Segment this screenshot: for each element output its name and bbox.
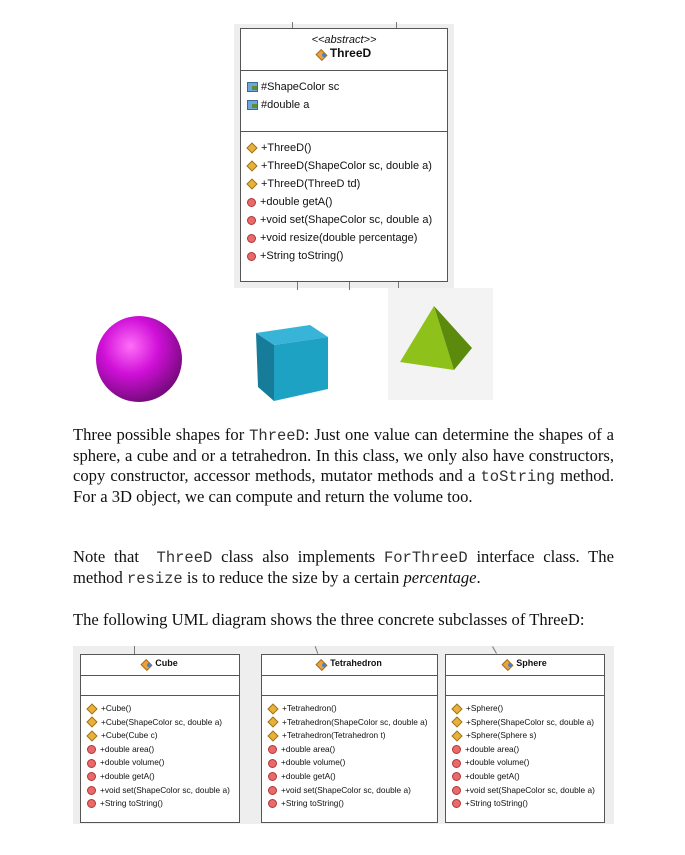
member-text: +double area(): [281, 743, 336, 754]
method-row: [245, 193, 447, 211]
method-icon: [452, 799, 461, 808]
text-run: interface class. The method: [73, 547, 619, 587]
class-name: [81, 658, 239, 668]
text-run: Note that: [73, 547, 157, 566]
constructor-row: [245, 139, 447, 157]
field-icon: [247, 82, 258, 92]
class-header: [446, 655, 604, 676]
member-text: +Tetrahedron(ShapeColor sc, double a): [282, 716, 428, 727]
method-icon: [247, 252, 256, 261]
class-name: [241, 46, 447, 60]
method-row: [450, 743, 604, 757]
class-name-text: Cube: [155, 658, 178, 668]
method-row: [245, 229, 447, 247]
member-text: +void set(ShapeColor sc, double a): [260, 214, 433, 226]
constructor-row: [266, 702, 437, 716]
member-text: +double getA(): [465, 770, 520, 781]
cube-class-box[interactable]: [80, 654, 240, 823]
text-run: : Just one value can determine the shapes of a sphere, a cube and or a tetrahedron. In this class, we only also have constructors, copy constructor, accessor methods, mutator methods and a: [73, 425, 614, 485]
method-row: [245, 211, 447, 229]
method-row: [450, 784, 604, 798]
member-text: +ThreeD(ThreeD td): [261, 178, 361, 190]
constructor-row: [85, 716, 239, 730]
attribute-text: #double a: [261, 99, 310, 111]
member-text: +String toString(): [260, 250, 344, 262]
member-text: +ThreeD(ShapeColor sc, double a): [261, 160, 432, 172]
class-icon: [142, 659, 152, 668]
constructor-icon: [246, 160, 257, 171]
code-run: toString: [480, 468, 555, 486]
connector-line: [134, 646, 135, 654]
method-icon: [87, 772, 96, 781]
code-run: ForThreeD: [383, 549, 468, 567]
member-text: +double volume(): [465, 757, 530, 768]
methods-compartment: [81, 696, 239, 811]
connector-line: [297, 282, 298, 290]
constructor-row: [245, 175, 447, 193]
method-icon: [268, 786, 277, 795]
constructor-icon: [267, 703, 278, 714]
abstract-stereotype: <<abstract>>: [311, 34, 377, 46]
methods-compartment: [241, 132, 447, 265]
member-text: +String toString(): [100, 798, 163, 809]
member-text: +double volume(): [100, 757, 165, 768]
text-run: Three possible shapes for: [73, 425, 250, 444]
method-row: [450, 797, 604, 811]
member-text: +Tetrahedron(): [282, 703, 337, 713]
method-row: [450, 770, 604, 784]
member-text: +void resize(double percentage): [260, 232, 418, 244]
method-icon: [87, 745, 96, 754]
sphere-class-box[interactable]: [445, 654, 605, 823]
methods-compartment: [262, 696, 437, 811]
method-row: [85, 797, 239, 811]
tetrahedron-image: [396, 300, 476, 380]
class-header: [81, 655, 239, 676]
attributes-compartment: [81, 676, 239, 696]
member-text: +double area(): [100, 743, 155, 754]
description-paragraph-1: [73, 425, 614, 507]
constructor-icon: [86, 730, 97, 741]
method-row: [266, 743, 437, 757]
member-text: +void set(ShapeColor sc, double a): [100, 784, 230, 795]
constructor-icon: [451, 730, 462, 741]
constructor-row: [266, 729, 437, 743]
method-icon: [268, 772, 277, 781]
code-run: resize: [126, 570, 183, 588]
constructor-row: [85, 702, 239, 716]
attribute-row: [245, 96, 447, 114]
emphasis-run: percentage: [403, 568, 477, 587]
member-text: +double getA(): [100, 770, 155, 781]
constructor-row: [450, 716, 604, 730]
class-icon: [317, 659, 327, 668]
method-icon: [268, 799, 277, 808]
text-run: .: [476, 568, 481, 587]
cube-image: [248, 315, 338, 405]
method-row: [266, 784, 437, 798]
member-text: +ThreeD(): [261, 142, 312, 154]
method-row: [266, 770, 437, 784]
member-text: +Sphere(ShapeColor sc, double a): [466, 716, 594, 727]
method-row: [85, 784, 239, 798]
method-row: [266, 756, 437, 770]
member-text: +String toString(): [281, 798, 344, 809]
method-row: [85, 770, 239, 784]
attributes-compartment: [446, 676, 604, 696]
method-row: [85, 743, 239, 757]
method-icon: [452, 759, 461, 768]
class-icon: [317, 49, 327, 58]
threed-class-box[interactable]: [240, 28, 448, 282]
method-icon: [87, 786, 96, 795]
constructor-icon: [451, 703, 462, 714]
attributes-compartment: [241, 71, 447, 132]
method-icon: [247, 216, 256, 225]
method-row: [450, 756, 604, 770]
method-row: [245, 247, 447, 265]
constructor-icon: [86, 703, 97, 714]
constructor-icon: [267, 717, 278, 728]
member-text: +Cube(): [101, 703, 132, 713]
connector-line: [349, 282, 350, 290]
constructor-icon: [451, 717, 462, 728]
constructor-icon: [246, 142, 257, 153]
member-text: +void set(ShapeColor sc, double a): [281, 784, 411, 795]
method-icon: [87, 759, 96, 768]
method-icon: [247, 198, 256, 207]
attribute-text: #ShapeColor sc: [261, 81, 340, 93]
method-icon: [268, 759, 277, 768]
constructor-row: [450, 702, 604, 716]
text-run: is to reduce the size by a certain: [182, 568, 404, 587]
description-paragraph-3: The following UML diagram shows the three concrete subclasses of ThreeD:: [73, 610, 585, 629]
class-name-text: Sphere: [516, 658, 547, 668]
method-row: [85, 756, 239, 770]
method-icon: [268, 745, 277, 754]
class-header: [241, 29, 447, 71]
member-text: +Tetrahedron(Tetrahedron t): [282, 730, 386, 741]
member-text: +String toString(): [465, 798, 528, 809]
class-icon: [503, 659, 513, 668]
member-text: +Cube(Cube c): [101, 730, 158, 741]
constructor-row: [85, 729, 239, 743]
method-icon: [247, 234, 256, 243]
code-run: ThreeD: [249, 427, 305, 445]
methods-compartment: [446, 696, 604, 811]
member-text: +Sphere(Sphere s): [466, 730, 537, 741]
method-row: [266, 797, 437, 811]
code-run: ThreeD: [156, 549, 213, 567]
text-run: class also implements: [212, 547, 384, 566]
attributes-compartment: [262, 676, 437, 696]
constructor-icon: [246, 178, 257, 189]
constructor-row: [266, 716, 437, 730]
constructor-row: [450, 729, 604, 743]
class-name: [262, 658, 437, 668]
constructor-row: [245, 157, 447, 175]
member-text: +Cube(ShapeColor sc, double a): [101, 716, 223, 727]
member-text: +Sphere(): [466, 703, 504, 713]
method-icon: [452, 772, 461, 781]
method-icon: [452, 745, 461, 754]
constructor-icon: [86, 717, 97, 728]
member-text: +double area(): [465, 743, 520, 754]
class-name: [446, 658, 604, 668]
attribute-row: [245, 78, 447, 96]
sphere-image: [92, 312, 186, 406]
field-icon: [247, 100, 258, 110]
method-icon: [452, 786, 461, 795]
class-name-text: Tetrahedron: [330, 658, 382, 668]
member-text: +double getA(): [260, 196, 333, 208]
description-paragraph-2: [73, 547, 619, 589]
member-text: +void set(ShapeColor sc, double a): [465, 784, 595, 795]
class-header: [262, 655, 437, 676]
class-name-text: ThreeD: [329, 46, 372, 60]
constructor-icon: [267, 730, 278, 741]
member-text: +double volume(): [281, 757, 346, 768]
tetrahedron-class-box[interactable]: [261, 654, 438, 823]
member-text: +double getA(): [281, 770, 336, 781]
text-run: method. For a 3D object, we can compute and return the volume too.: [73, 466, 614, 506]
method-icon: [87, 799, 96, 808]
